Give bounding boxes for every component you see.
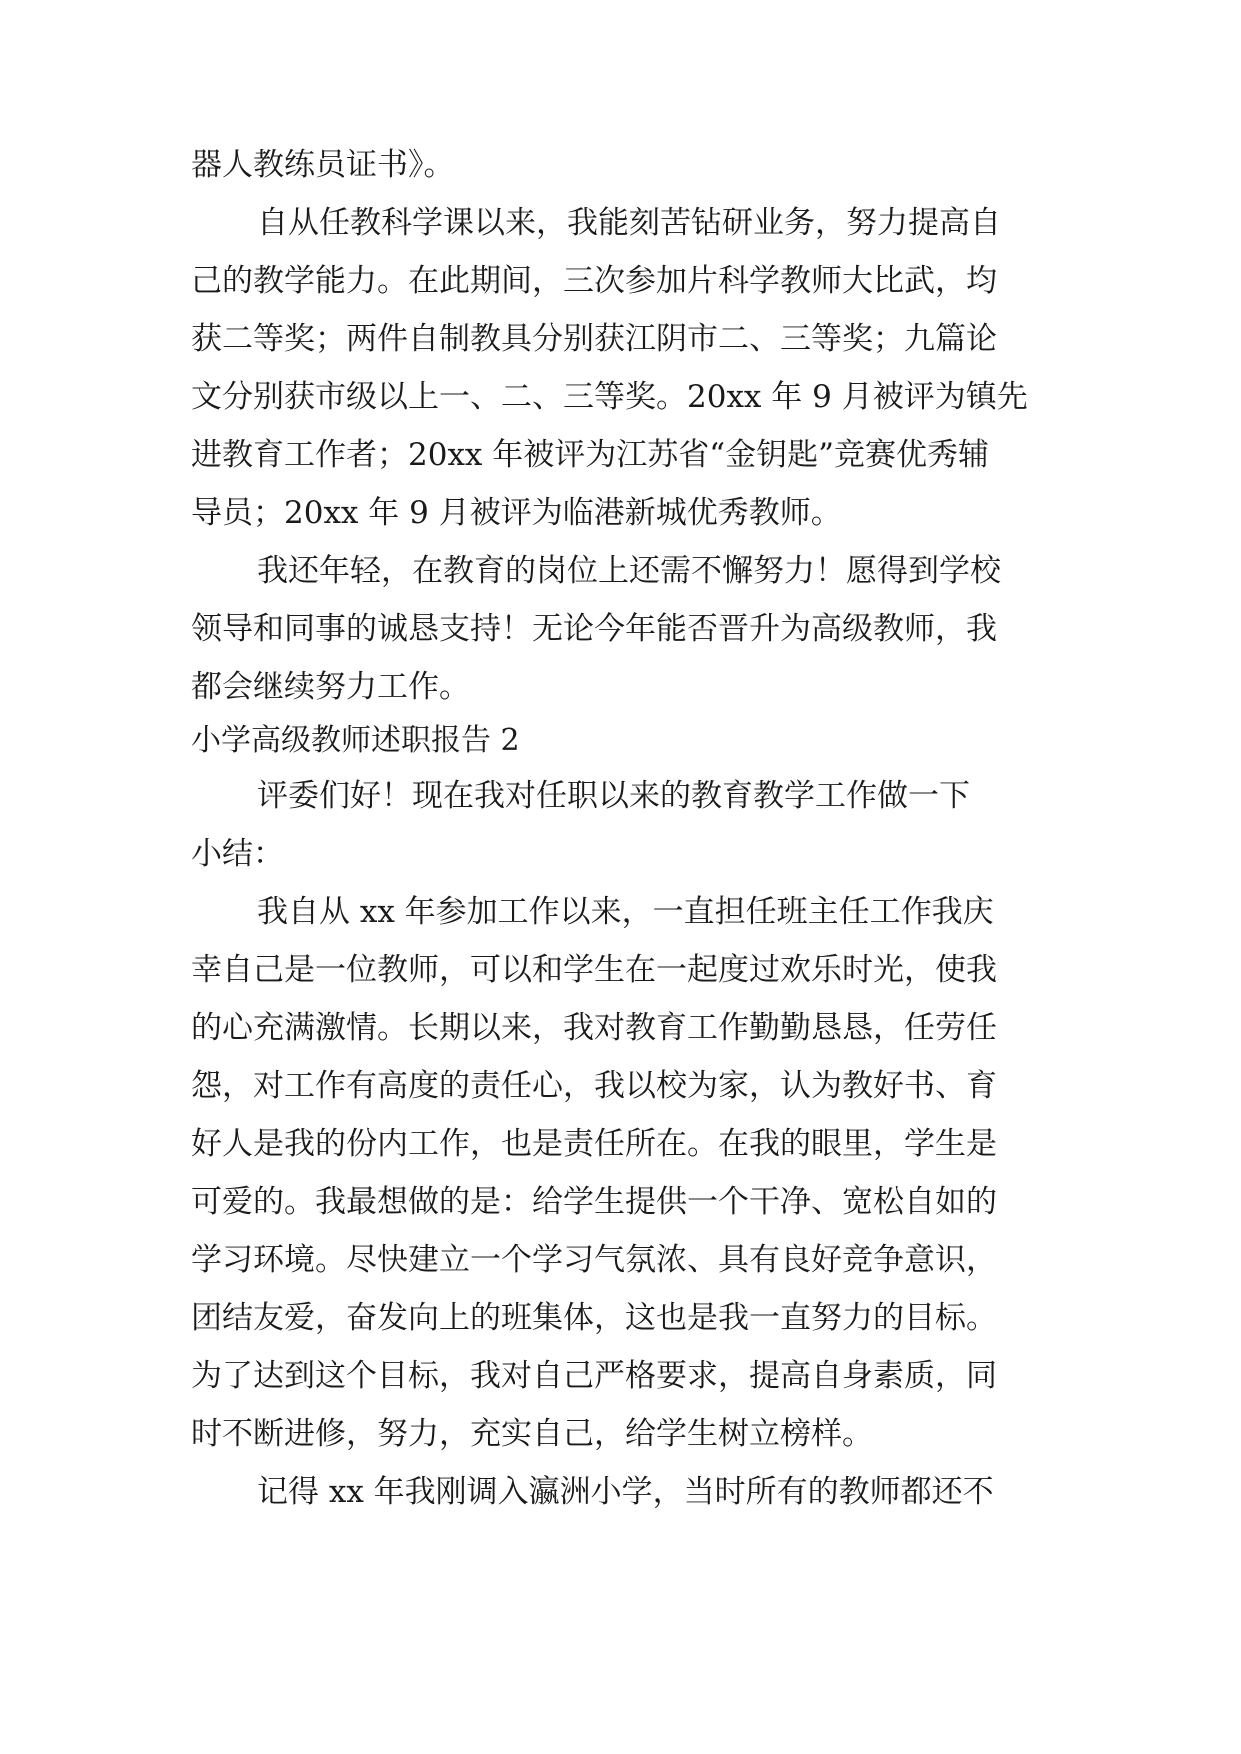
- paragraph-line: 进教育工作者；20xx 年被评为江苏省“金钥匙”竞赛优秀辅: [191, 437, 989, 473]
- paragraph-line: 我还年轻，在教育的岗位上还需不懈努力！愿得到学校: [257, 553, 1001, 589]
- paragraph-line: 的心充满激情。长期以来，我对教育工作勤勤恳恳，任劳任: [191, 1010, 997, 1046]
- paragraph-line: 自从任教科学课以来，我能刻苦钻研业务，努力提高自: [257, 205, 1001, 241]
- paragraph-line: 器人教练员证书》。: [191, 147, 455, 183]
- paragraph-line: 记得 xx 年我刚调入瀛洲小学，当时所有的教师都还不: [257, 1474, 994, 1510]
- paragraph-line: 我自从 xx 年参加工作以来，一直担任班主任工作我庆: [257, 894, 994, 930]
- paragraph-line: 领导和同事的诚恳支持！无论今年能否晋升为高级教师，我: [191, 611, 997, 647]
- paragraph-line: 己的教学能力。在此期间，三次参加片科学教师大比武，均: [191, 263, 997, 299]
- paragraph-line: 导员；20xx 年 9 月被评为临港新城优秀教师。: [191, 495, 842, 531]
- paragraph-line: 学习环境。尽快建立一个学习气氛浓、具有良好竞争意识，: [191, 1242, 997, 1278]
- paragraph-line: 幸自己是一位教师，可以和学生在一起度过欢乐时光，使我: [191, 952, 997, 988]
- paragraph-line: 怨，对工作有高度的责任心，我以校为家，认为教好书、育: [191, 1068, 997, 1104]
- paragraph-line: 获二等奖；两件自制教具分别获江阴市二、三等奖；九篇论: [191, 321, 997, 357]
- paragraph-line: 小结：: [191, 836, 284, 872]
- paragraph-line: 团结友爱，奋发向上的班集体，这也是我一直努力的目标。: [191, 1300, 997, 1336]
- paragraph-line: 可爱的。我最想做的是：给学生提供一个干净、宽松自如的: [191, 1184, 997, 1220]
- paragraph-line: 时不断进修，努力，充实自己，给学生树立榜样。: [191, 1416, 873, 1452]
- paragraph-line: 都会继续努力工作。: [191, 669, 470, 705]
- paragraph-line: 为了达到这个目标，我对自己严格要求，提高自身素质，同: [191, 1358, 997, 1394]
- section-heading: 小学高级教师述职报告 2: [191, 723, 520, 758]
- paragraph-line: 评委们好！现在我对任职以来的教育教学工作做一下: [257, 778, 970, 814]
- paragraph-line: 文分别获市级以上一、二、三等奖。20xx 年 9 月被评为镇先: [191, 379, 1028, 415]
- paragraph-line: 好人是我的份内工作，也是责任所在。在我的眼里，学生是: [191, 1126, 997, 1162]
